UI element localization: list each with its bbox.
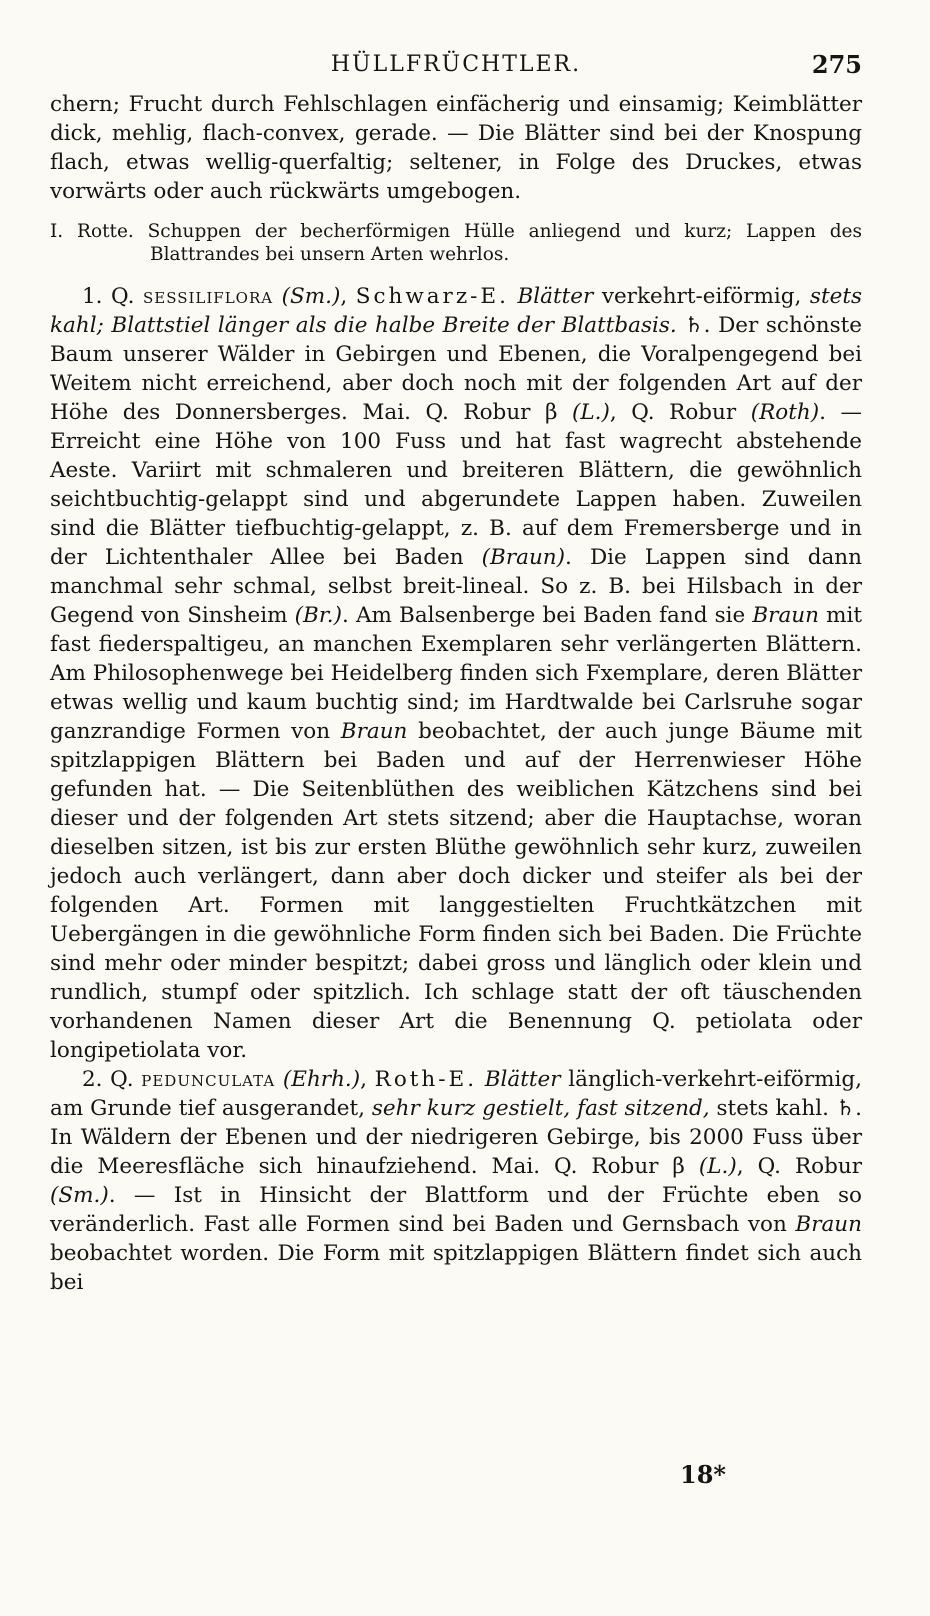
diagnosis: stets kahl; Blattstiel länger als die halbe Breite der Blattbasis.: [50, 284, 862, 338]
rotte-text: Schuppen der becherförmigen Hülle anliegend und kurz; Lappen des Blattrandes bei unsern Arten wehrlos.: [147, 221, 862, 265]
page-header: [50, 50, 862, 90]
species-number: 2. Q.: [82, 1067, 134, 1092]
diagnosis: sehr kurz gestielt, fast sitzend,: [371, 1096, 710, 1121]
species-entry-pedunculata: 2. Q. pedunculata (Ehrh.), Roth-E. Blätter länglich-verkehrt-eiförmig, am Grunde tief ausgerandet, sehr kurz gestielt, fast sitzend, stets kahl. ♄. In Wäldern der Ebenen und der niedrigeren Gebirge, bis 2000 Fuss über die Meeresfläche sich hinaufziehend. Mai. Q. Robur β (L.), Q. Robur (Sm.). — Ist in Hinsicht der Blattform und der Früchte eben so veränderlich. Fast alle Formen sind bei Baden und Gernsbach von Braun beobachtet worden. Die Form mit spitzlappigen Blättern findet sich auch bei: [50, 1067, 862, 1295]
common-name: Roth-E.: [374, 1067, 478, 1092]
species-entry-sessiliflora: 1. Q. sessiliflora (Sm.), Schwarz-E. Blätter verkehrt-eiförmig, stets kahl; Blattstiel länger als die halbe Breite der Blattbasis. ♄. Der schönste Baum unserer Wälder in Gebirgen und Ebenen, die Voralpengegend bei Weitem nicht erreichend, aber doch noch mit der folgenden Art auf der Höhe des Donnersberges. Mai. Q. Robur β (L.), Q. Robur (Roth). — Erreicht eine Höhe von 100 Fuss und hat fast wagrecht abstehende Aeste. Variirt mit schmaleren und breiteren Blättern, die gewöhnlich seichtbuchtig-gelappt sind und abgerundete Lappen haben. Zuweilen sind die Blätter tiefbuchtig-gelappt, z. B. auf dem Fremersberge und in der Lichtenthaler Allee bei Baden (Braun). Die Lappen sind dann manchmal sehr schmal, selbst breit-lineal. So z. B. bei Hilsbach in der Gegend von Sinsheim (Br.). Am Balsenberge bei Baden fand sie Braun mit fast fiederspaltigeu, an manchen Exemplaren sehr verlängerten Blättern. Am Philosophenwege bei Heidelberg finden sich Fxemplare, deren Blätter etwas wellig und kaum buchtig sind; im Hardtwalde bei Carlsruhe sogar ganzrandige Formen von Braun beobachtet, der auch junge Bäume mit spitzlappigen Blättern bei Baden und auf der Herrenwieser Höhe gefunden hat. — Die Seitenblüthen des weiblichen Kätzchens sind bei dieser und der folgenden Art stets sitzend; aber die Hauptachse, woran dieselben sitzen, ist bis zur ersten Blüthe gewöhnlich sehr kurz, zuweilen jedoch auch verlängert, dann aber doch dicker und steifer als bei der folgenden Art. Formen mit langgestielten Fruchtkätzchen mit Uebergängen in die gewöhnliche Form finden sich bei Baden. Die Früchte sind mehr oder minder bespitzt; dabei gross und länglich oder klein und rundlich, stumpf oder spitzlich. Ich schlage statt der oft täuschenden vorhandenen Namen dieser Art die Benennung Q. petiolata oder longipetiolata vor.: [50, 284, 863, 1063]
species-author: (Sm.): [281, 284, 341, 309]
common-name: Schwarz-E.: [355, 284, 509, 309]
rotte-heading: [50, 220, 862, 266]
signature-mark: 18*: [680, 1460, 726, 1489]
page-number: 275: [811, 50, 862, 79]
intro-paragraph: chern; Frucht durch Fehlschlagen einfächerig und einsamig; Keimblätter dick, mehlig, flach-convex, gerade. — Die Blätter sind bei der Knospung flach, etwas wellig-querfaltig; seltener, in Folge des Druckes, etwas vorwärts oder auch rückwärts umgebogen.: [50, 92, 862, 204]
tree-symbol: ♄.: [835, 1096, 862, 1121]
running-head: HÜLLFRÜCHTLER.: [330, 52, 582, 77]
blaetter-label: Blätter: [484, 1067, 561, 1092]
species-name: pedunculata: [141, 1067, 276, 1092]
species-name: sessiliflora: [142, 284, 274, 309]
rotte-label: I. Rotte.: [50, 221, 134, 242]
tree-symbol: ♄.: [684, 313, 711, 338]
blaetter-label: Blätter: [517, 284, 594, 309]
book-page: [50, 50, 863, 1489]
species-author: (Ehrh.): [282, 1067, 361, 1092]
species-number: 1. Q.: [82, 284, 135, 309]
